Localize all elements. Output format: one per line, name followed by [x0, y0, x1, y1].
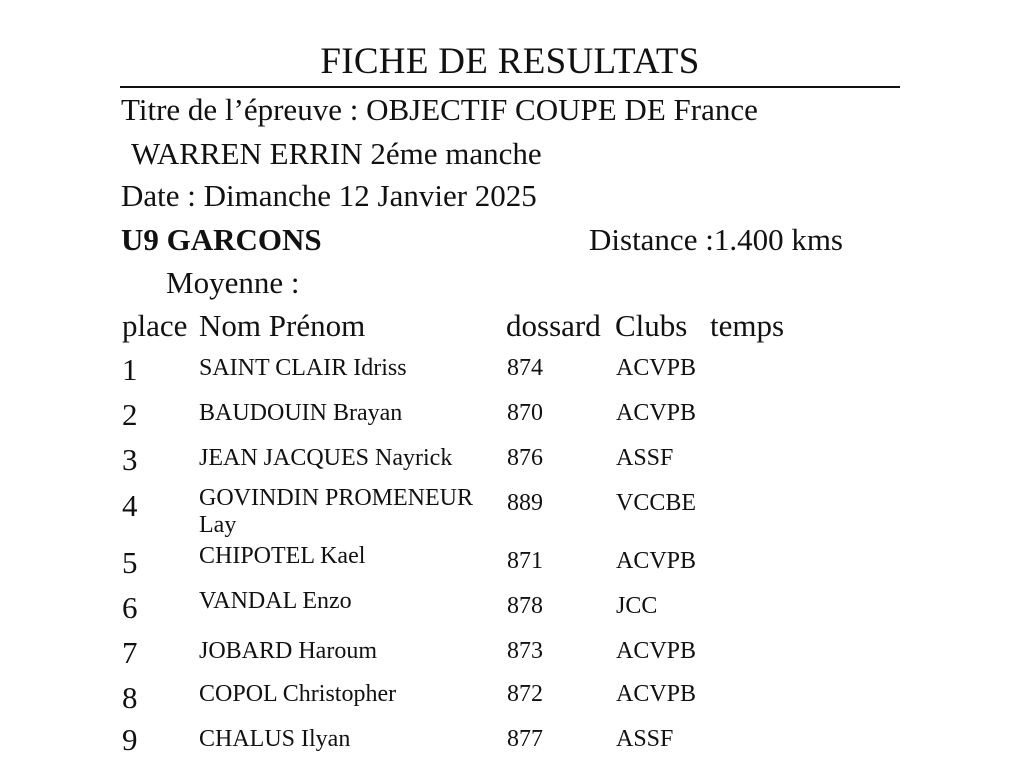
row-club: ACVPB — [616, 400, 697, 426]
header-place: place — [122, 308, 188, 343]
row-name: COPOL Christopher — [199, 681, 397, 707]
row-place: 9 — [122, 722, 138, 757]
row-bib: 870 — [507, 400, 543, 426]
row-bib: 872 — [507, 681, 543, 707]
row-name-continuation: Lay — [199, 512, 237, 538]
row-club: ACVPB — [616, 638, 697, 664]
header-club: Clubs — [615, 308, 688, 343]
row-name: GOVINDIN PROMENEUR — [199, 485, 473, 511]
row-bib: 876 — [507, 445, 543, 471]
row-club: ACVPB — [616, 355, 697, 381]
row-bib: 874 — [507, 355, 543, 381]
row-bib: 878 — [507, 593, 543, 619]
row-name: JOBARD Haroum — [199, 638, 377, 664]
row-place: 4 — [122, 488, 138, 523]
title-underline — [120, 86, 900, 88]
average-label: Moyenne : — [166, 265, 300, 300]
row-place: 8 — [122, 680, 138, 715]
header-name: Nom Prénom — [199, 308, 366, 343]
row-bib: 871 — [507, 548, 543, 574]
event-date: Date : Dimanche 12 Janvier 2025 — [121, 178, 537, 213]
document-title: FICHE DE RESULTATS — [320, 41, 700, 82]
row-place: 1 — [122, 352, 138, 387]
category-label: U9 GARCONS — [121, 222, 322, 257]
row-bib: 877 — [507, 726, 543, 752]
header-time: temps — [710, 308, 785, 343]
row-bib: 889 — [507, 490, 543, 516]
distance-label: Distance :1.400 kms — [589, 222, 843, 257]
row-name: VANDAL Enzo — [199, 588, 352, 614]
row-name: CHALUS Ilyan — [199, 726, 351, 752]
row-name: SAINT CLAIR Idriss — [199, 355, 407, 381]
row-place: 5 — [122, 545, 138, 580]
row-place: 3 — [122, 442, 138, 477]
event-name-line: WARREN ERRIN 2éme manche — [131, 136, 542, 171]
row-club: ACVPB — [616, 681, 697, 707]
row-name: JEAN JACQUES Nayrick — [199, 445, 453, 471]
row-club: JCC — [616, 593, 658, 619]
row-name: BAUDOUIN Brayan — [199, 400, 403, 426]
row-place: 6 — [122, 590, 138, 625]
row-bib: 873 — [507, 638, 543, 664]
row-name: CHIPOTEL Kael — [199, 543, 366, 569]
row-club: VCCBE — [616, 490, 697, 516]
event-title-line: Titre de l’épreuve : OBJECTIF COUPE DE France — [121, 92, 758, 127]
header-bib: dossard — [506, 308, 601, 343]
row-place: 7 — [122, 635, 138, 670]
row-club: ACVPB — [616, 548, 697, 574]
row-place: 2 — [122, 397, 138, 432]
row-club: ASSF — [616, 445, 674, 471]
row-club: ASSF — [616, 726, 674, 752]
